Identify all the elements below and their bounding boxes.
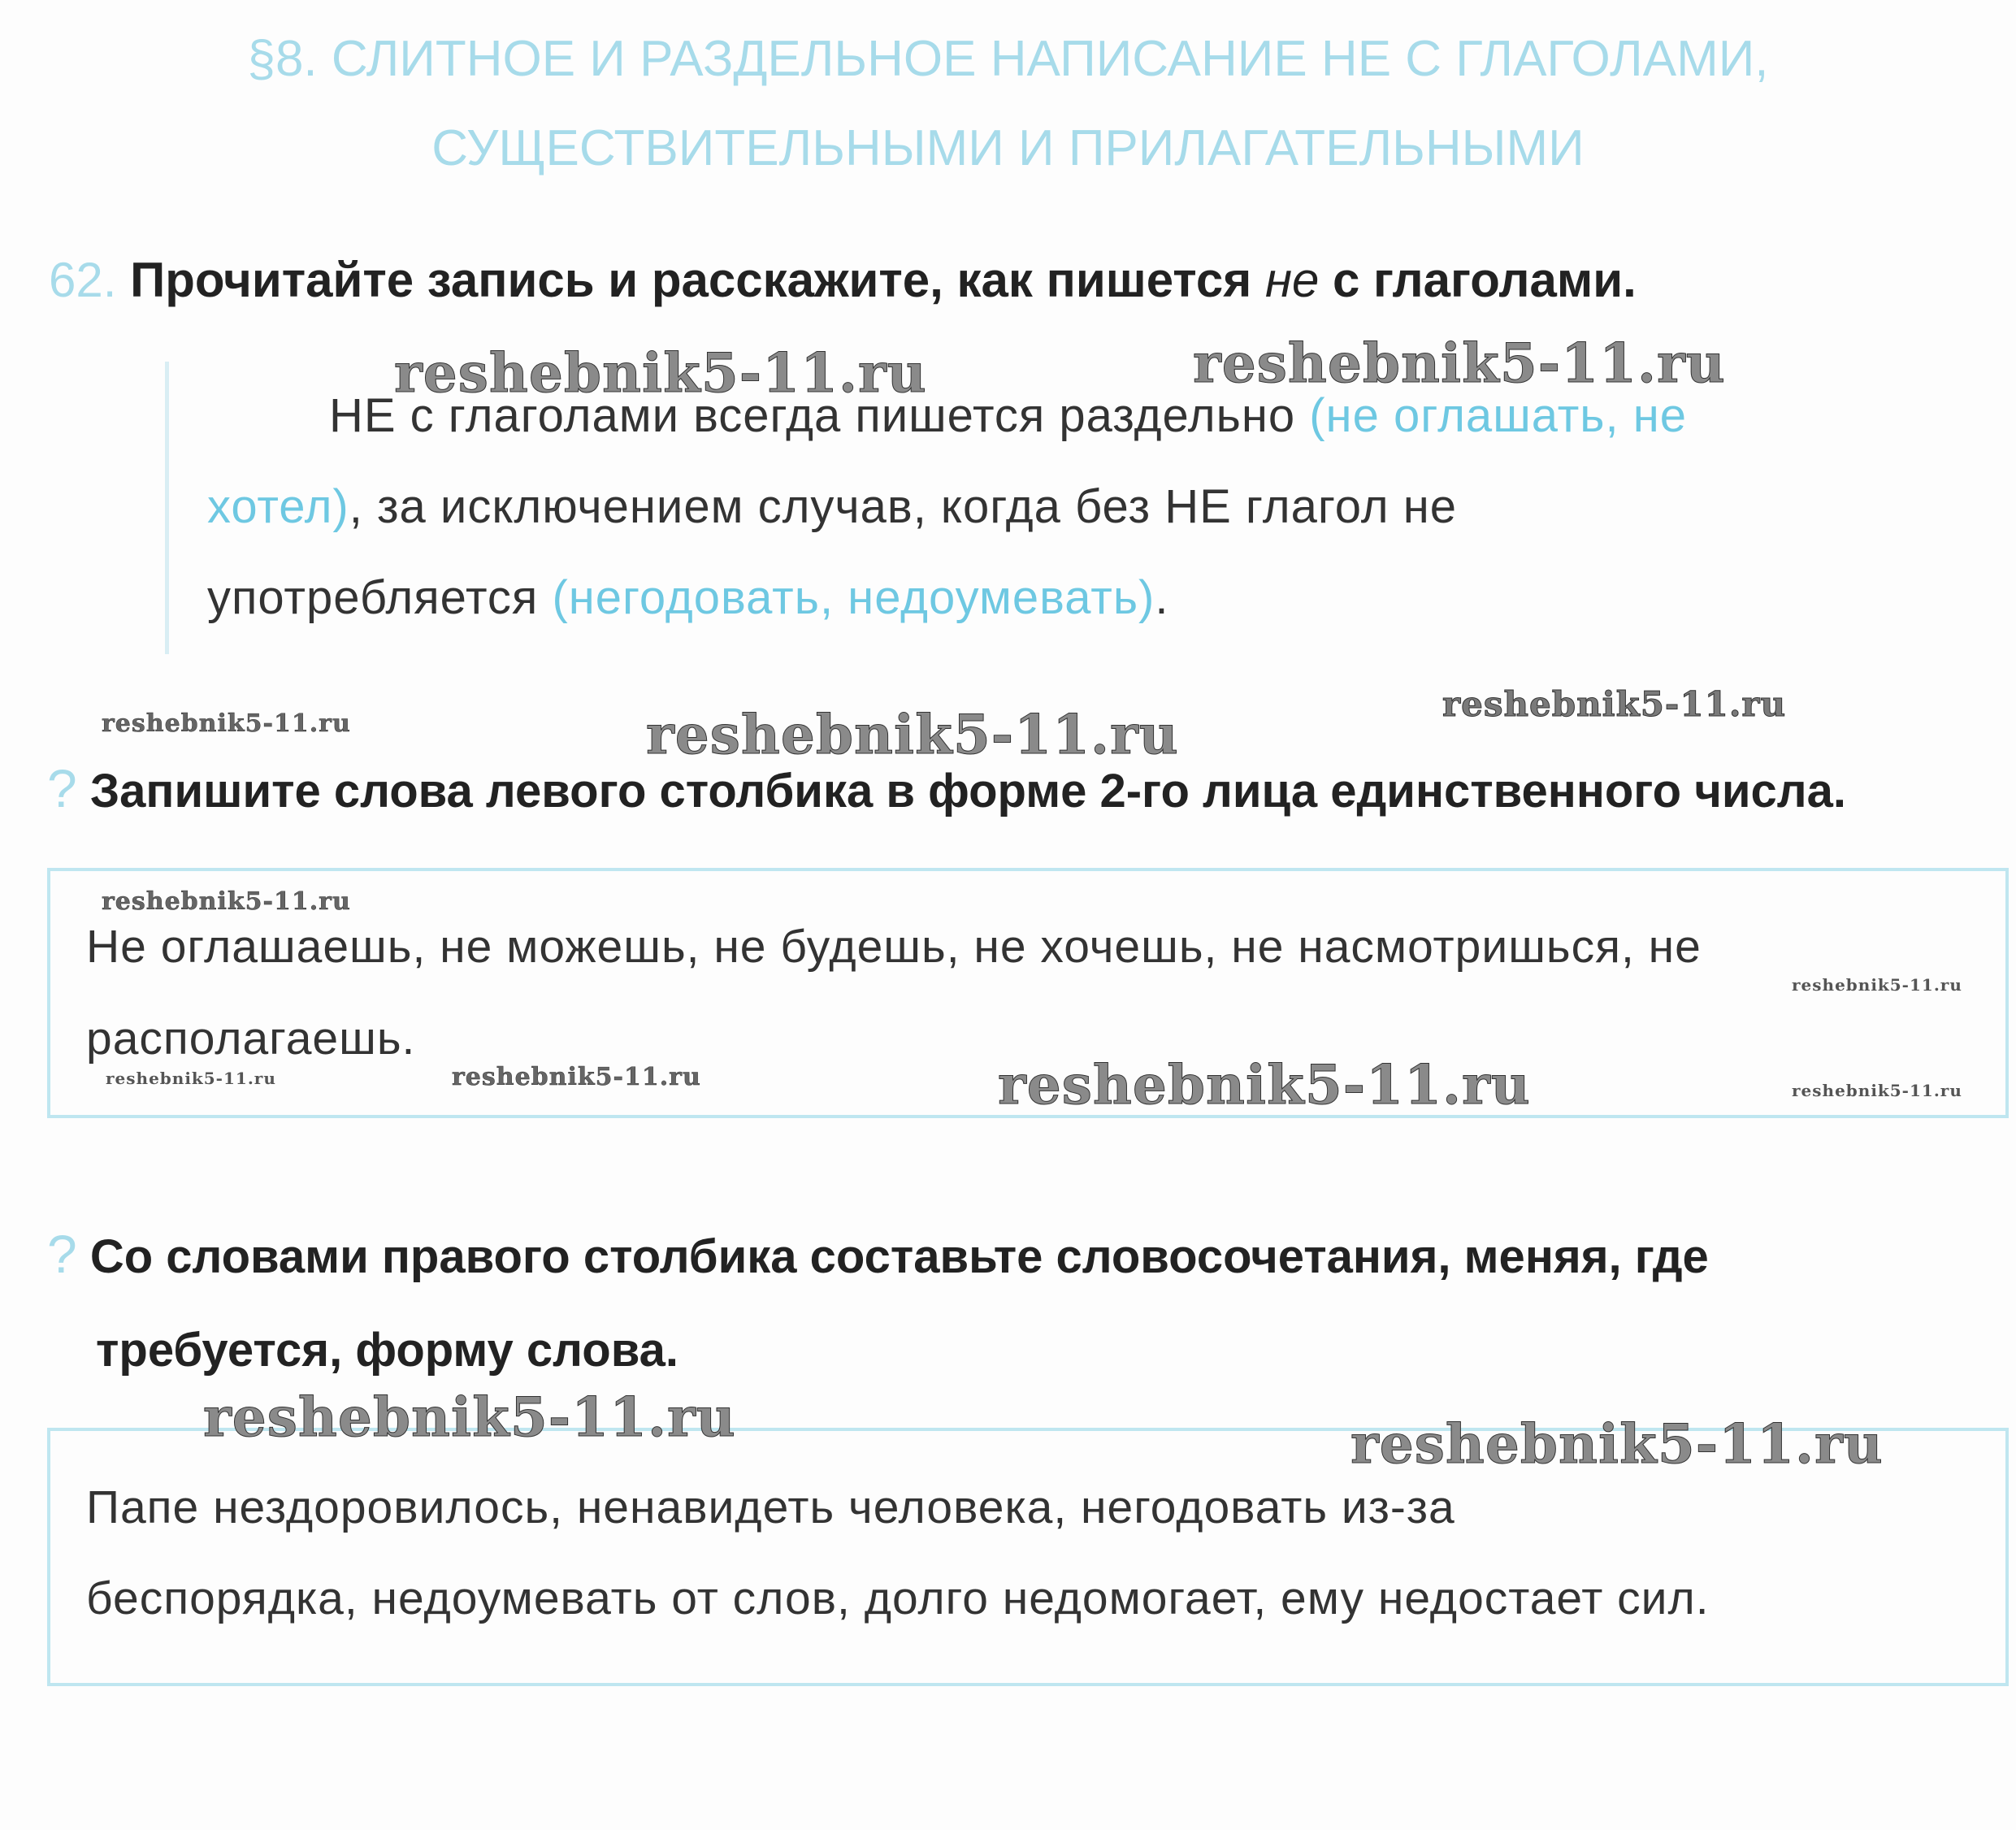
watermark: reshebnik5-11.ru bbox=[1792, 1081, 1962, 1100]
rule-line-3 bbox=[207, 570, 1168, 625]
task-emphasis: не bbox=[1264, 253, 1320, 307]
rule-text-3: употребляется bbox=[207, 571, 553, 624]
watermark: reshebnik5-11.ru bbox=[1193, 332, 1726, 395]
rule-text-2: , за исключением случав, когда без НЕ глагол не bbox=[349, 480, 1458, 533]
task-heading bbox=[49, 252, 1637, 308]
question-mark-icon: ? bbox=[47, 758, 77, 818]
watermark: reshebnik5-11.ru bbox=[1351, 1412, 1884, 1476]
task-number: 62. bbox=[49, 253, 117, 307]
rule-end-3: . bbox=[1155, 571, 1169, 624]
chapter-title-line-1: §8. СЛИТНОЕ И РАЗДЕЛЬНОЕ НАПИСАНИЕ НЕ С ГЛАГОЛАМИ, bbox=[247, 31, 1769, 87]
rule-example-1: (не оглашать, не bbox=[1309, 389, 1687, 442]
question-1-text: Запишите слова левого столбика в форме 2-го лица единственного числа. bbox=[89, 765, 1847, 817]
question-2-line-2: требуется, форму слова. bbox=[96, 1324, 679, 1377]
answer-2-line-2: беспорядка, недоумевать от слов, долго недомогает, ему недостает сил. bbox=[86, 1572, 1710, 1624]
watermark: reshebnik5-11.ru bbox=[1792, 975, 1962, 995]
watermark: reshebnik5-11.ru bbox=[102, 887, 351, 916]
question-2-line-1 bbox=[47, 1223, 1709, 1285]
rule-text-1: НЕ с глаголами всегда пишется раздельно bbox=[329, 389, 1310, 442]
rule-example-3: (негодовать, недоумевать) bbox=[552, 571, 1155, 624]
answer-1-line-2: располагаешь. bbox=[86, 1013, 416, 1065]
task-text-after: с глаголами. bbox=[1333, 253, 1637, 307]
question-2-text-1: Со словами правого столбика составьте словосочетания, меняя, где bbox=[89, 1230, 1709, 1283]
rule-side-bar bbox=[165, 362, 169, 654]
watermark: reshebnik5-11.ru bbox=[106, 1069, 276, 1088]
watermark: reshebnik5-11.ru bbox=[102, 709, 351, 738]
answer-1-line-1: Не оглашаешь, не можешь, не будешь, не хочешь, не насмотришься, не bbox=[86, 921, 1702, 973]
rule-line-2 bbox=[207, 479, 1457, 534]
answer-2-line-1: Папе нездоровилось, ненавидеть человека, негодовать из-за bbox=[86, 1481, 1455, 1533]
watermark: reshebnik5-11.ru bbox=[998, 1053, 1531, 1117]
watermark: reshebnik5-11.ru bbox=[394, 341, 927, 405]
watermark: reshebnik5-11.ru bbox=[646, 703, 1179, 766]
task-text-before: Прочитайте запись и расскажите, как пишется bbox=[130, 253, 1252, 307]
rule-example-2: хотел) bbox=[207, 480, 349, 533]
chapter-title-line-2: СУЩЕСТВИТЕЛЬНЫМИ И ПРИЛАГАТЕЛЬНЫМИ bbox=[431, 120, 1585, 176]
watermark: reshebnik5-11.ru bbox=[203, 1386, 736, 1449]
question-1 bbox=[47, 757, 1846, 819]
watermark: reshebnik5-11.ru bbox=[452, 1063, 701, 1091]
watermark: reshebnik5-11.ru bbox=[1442, 684, 1787, 724]
question-mark-icon: ? bbox=[47, 1224, 77, 1284]
